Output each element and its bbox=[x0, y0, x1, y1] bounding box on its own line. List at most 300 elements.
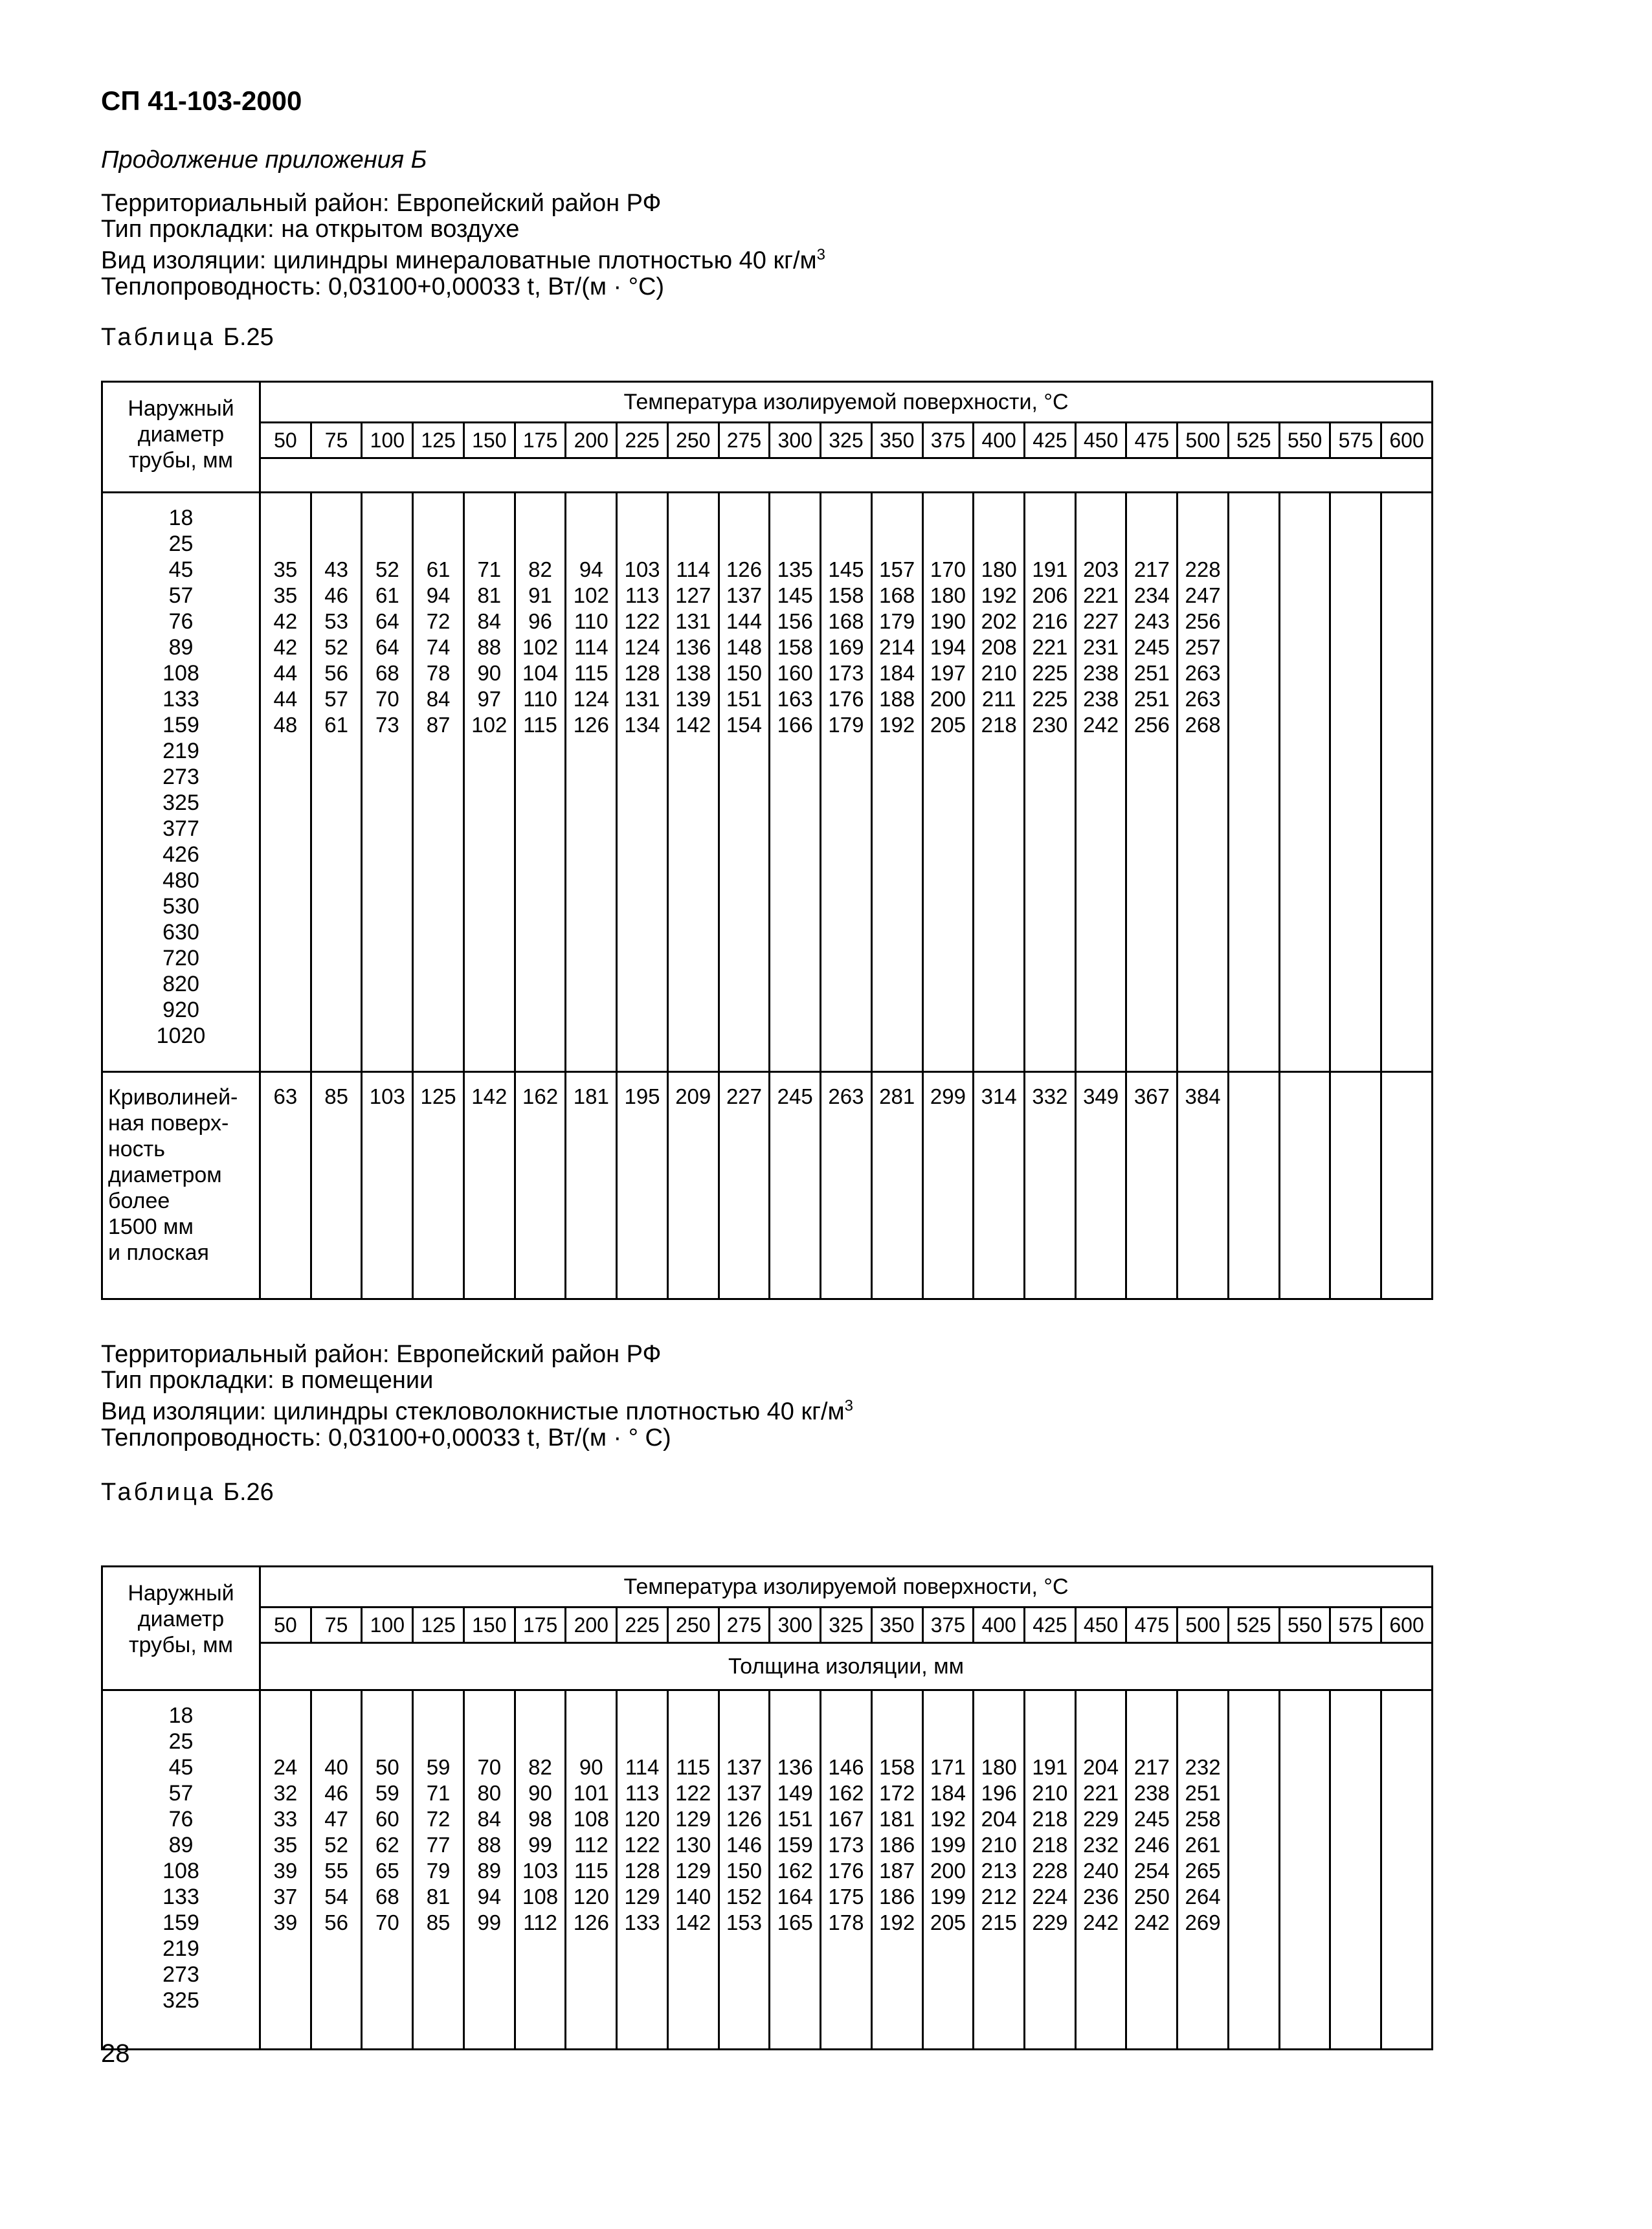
thickness-value bbox=[1280, 945, 1330, 971]
thickness-value: 84 bbox=[477, 1807, 502, 1831]
thickness-value bbox=[363, 1962, 412, 1988]
temperature-column-header: 400 bbox=[974, 1607, 1025, 1643]
thickness-value bbox=[261, 1936, 310, 1962]
thickness-value: 192 bbox=[981, 583, 1017, 607]
thickness-value bbox=[1280, 997, 1330, 1023]
temperature-column-values bbox=[362, 493, 413, 1072]
thickness-value bbox=[720, 1936, 769, 1962]
thickness-value bbox=[1077, 764, 1126, 790]
thickness-value bbox=[1127, 842, 1176, 868]
thickness-value bbox=[720, 1988, 769, 2013]
thickness-value bbox=[1229, 1780, 1278, 1806]
temperature-column-values bbox=[260, 493, 311, 1072]
thickness-value: 137 bbox=[726, 1781, 762, 1805]
temperature-column-values bbox=[1228, 1690, 1279, 2050]
thickness-value bbox=[821, 1023, 871, 1049]
thickness-value bbox=[363, 738, 412, 764]
thickness-value: 44 bbox=[273, 687, 298, 711]
thickness-value bbox=[1229, 660, 1278, 686]
thickness-value bbox=[516, 1703, 565, 1729]
thickness-value: 148 bbox=[726, 635, 762, 659]
temperature-column-header: 300 bbox=[770, 423, 821, 458]
thickness-value bbox=[1382, 1703, 1431, 1729]
thickness-value bbox=[873, 790, 922, 816]
thickness-value: 180 bbox=[981, 557, 1017, 581]
thickness-value: 162 bbox=[777, 1859, 813, 1883]
thickness-value bbox=[566, 997, 616, 1023]
thickness-value: 227 bbox=[1083, 609, 1119, 633]
diameter-value: 219 bbox=[162, 1936, 199, 1961]
thickness-value: 224 bbox=[1032, 1885, 1068, 1909]
thickness-value bbox=[1178, 1962, 1227, 1988]
thickness-value bbox=[1077, 893, 1126, 919]
thickness-value: 246 bbox=[1133, 1833, 1170, 1857]
thickness-value bbox=[261, 1962, 310, 1988]
temperature-column-header: 500 bbox=[1178, 423, 1229, 458]
thickness-value: 264 bbox=[1185, 1885, 1221, 1909]
thickness-value: 70 bbox=[375, 1910, 399, 1934]
thickness-value: 214 bbox=[879, 635, 915, 659]
thickness-value bbox=[414, 1703, 463, 1729]
temperature-column-header: 150 bbox=[463, 423, 515, 458]
thickness-value bbox=[974, 842, 1023, 868]
thickness-value bbox=[1127, 868, 1176, 893]
thickness-value: 242 bbox=[1133, 1910, 1170, 1934]
thickness-value: 138 bbox=[675, 661, 711, 685]
thickness-value bbox=[312, 893, 361, 919]
thickness-value bbox=[1382, 1910, 1431, 1936]
thickness-value bbox=[516, 1729, 565, 1754]
thickness-value: 78 bbox=[426, 661, 451, 685]
thickness-value bbox=[1331, 764, 1380, 790]
thickness-value: 211 bbox=[981, 687, 1016, 711]
thickness-value bbox=[1178, 764, 1227, 790]
thickness-value: 213 bbox=[981, 1859, 1017, 1883]
thickness-value bbox=[821, 971, 871, 997]
thickness-value bbox=[924, 1729, 973, 1754]
thickness-value bbox=[261, 1729, 310, 1754]
thickness-value bbox=[720, 842, 769, 868]
temperature-column-values bbox=[770, 493, 821, 1072]
thickness-value bbox=[1229, 738, 1278, 764]
thickness-value bbox=[924, 1936, 973, 1962]
thickness-value: 124 bbox=[624, 635, 660, 659]
thickness-value: 124 bbox=[573, 687, 609, 711]
thickness-value: 108 bbox=[573, 1807, 609, 1831]
thickness-value: 46 bbox=[324, 1781, 348, 1805]
thickness-value bbox=[1025, 738, 1075, 764]
thickness-value bbox=[618, 842, 667, 868]
laying-line: Тип прокладки: на открытом воздухе bbox=[101, 216, 520, 243]
thickness-value bbox=[924, 868, 973, 893]
thickness-value bbox=[974, 790, 1023, 816]
thickness-value bbox=[363, 997, 412, 1023]
thickness-value bbox=[261, 1988, 310, 2013]
thickness-value bbox=[1280, 1754, 1330, 1780]
temperature-column-values bbox=[871, 1690, 922, 2050]
temperature-column-values bbox=[719, 1690, 770, 2050]
thickness-value bbox=[1025, 868, 1075, 893]
table-row bbox=[102, 493, 1433, 1072]
thickness-value bbox=[924, 919, 973, 945]
flat-surface-value: 181 bbox=[566, 1072, 617, 1299]
thickness-value bbox=[669, 868, 718, 893]
thickness-value: 164 bbox=[777, 1885, 813, 1909]
thickness-value bbox=[1382, 1988, 1431, 2013]
flat-surface-value: 367 bbox=[1126, 1072, 1178, 1299]
temperature-column-header: 300 bbox=[770, 1607, 821, 1643]
thickness-value bbox=[821, 919, 871, 945]
thickness-value bbox=[924, 893, 973, 919]
thickness-value bbox=[770, 945, 820, 971]
flat-surface-label-line: Криволиней- bbox=[108, 1085, 238, 1110]
thickness-value: 229 bbox=[1032, 1910, 1068, 1934]
temperature-column-header: 325 bbox=[821, 423, 872, 458]
thickness-value: 170 bbox=[930, 557, 966, 581]
thickness-value bbox=[1229, 609, 1278, 634]
thickness-value bbox=[1127, 1962, 1176, 1988]
thickness-value bbox=[720, 971, 769, 997]
thickness-value bbox=[1280, 919, 1330, 945]
section-1-meta bbox=[101, 190, 825, 300]
thickness-value bbox=[720, 764, 769, 790]
thickness-value bbox=[312, 1936, 361, 1962]
thickness-value bbox=[720, 1729, 769, 1754]
thickness-value bbox=[566, 1962, 616, 1988]
temperature-column-header: 275 bbox=[719, 423, 770, 458]
thickness-value: 228 bbox=[1032, 1859, 1068, 1883]
thickness-value bbox=[873, 531, 922, 557]
thickness-value: 137 bbox=[726, 1755, 762, 1779]
thickness-value: 70 bbox=[375, 687, 399, 711]
temperature-column-values bbox=[1025, 1690, 1076, 2050]
thickness-value bbox=[363, 1703, 412, 1729]
thickness-value: 115 bbox=[574, 661, 608, 685]
thickness-value bbox=[1331, 790, 1380, 816]
table-label-b25: Таблица Б.25 bbox=[101, 324, 274, 351]
thickness-value: 128 bbox=[624, 661, 660, 685]
thickness-value bbox=[1280, 583, 1330, 609]
thickness-value bbox=[566, 505, 616, 531]
thickness-value: 154 bbox=[726, 713, 762, 737]
thickness-value bbox=[465, 945, 514, 971]
thickness-value: 131 bbox=[624, 687, 660, 711]
thickness-value bbox=[312, 1962, 361, 1988]
thickness-value: 54 bbox=[324, 1885, 348, 1909]
thickness-value bbox=[1077, 919, 1126, 945]
thickness-value bbox=[1025, 1936, 1075, 1962]
thickness-value bbox=[974, 919, 1023, 945]
thickness-value: 122 bbox=[624, 609, 660, 633]
thickness-value bbox=[1382, 1832, 1431, 1858]
thickness-value: 71 bbox=[426, 1781, 451, 1805]
thickness-value bbox=[1025, 1988, 1075, 2013]
thickness-value bbox=[1077, 790, 1126, 816]
flat-surface-label-line: 1500 мм bbox=[108, 1215, 194, 1239]
thickness-value bbox=[1229, 712, 1278, 738]
thickness-value bbox=[1280, 686, 1330, 712]
thickness-value bbox=[312, 738, 361, 764]
thickness-value bbox=[1178, 1936, 1227, 1962]
thickness-value bbox=[261, 790, 310, 816]
thickness-value: 96 bbox=[528, 609, 552, 633]
thickness-value: 179 bbox=[879, 609, 915, 633]
thickness-value bbox=[1127, 1729, 1176, 1754]
temperature-column-header: 400 bbox=[974, 423, 1025, 458]
flat-surface-value: 103 bbox=[362, 1072, 413, 1299]
flat-surface-value: 263 bbox=[821, 1072, 872, 1299]
thickness-value bbox=[1025, 764, 1075, 790]
thickness-value: 56 bbox=[324, 661, 348, 685]
thickness-value: 179 bbox=[828, 713, 864, 737]
thickness-value bbox=[1331, 868, 1380, 893]
thickness-value: 84 bbox=[426, 687, 451, 711]
thickness-value bbox=[924, 816, 973, 842]
thickness-value: 256 bbox=[1133, 713, 1170, 737]
thickness-value bbox=[1178, 842, 1227, 868]
flat-surface-value bbox=[1330, 1072, 1381, 1299]
thickness-value: 173 bbox=[828, 1833, 864, 1857]
thickness-value: 113 bbox=[625, 583, 660, 607]
thickness-value bbox=[618, 868, 667, 893]
thickness-value bbox=[974, 531, 1023, 557]
thickness-value bbox=[1077, 997, 1126, 1023]
thickness-value bbox=[1280, 1780, 1330, 1806]
thickness-value bbox=[1331, 1703, 1380, 1729]
temperature-column-values bbox=[821, 1690, 872, 2050]
thickness-value bbox=[261, 764, 310, 790]
thickness-value bbox=[465, 1703, 514, 1729]
thickness-value: 210 bbox=[981, 1833, 1017, 1857]
thickness-value bbox=[1127, 1023, 1176, 1049]
diameter-value: 530 bbox=[162, 894, 199, 919]
thickness-value bbox=[1280, 1858, 1330, 1884]
thickness-value: 64 bbox=[375, 635, 399, 659]
temperature-column-values bbox=[974, 493, 1025, 1072]
thickness-value bbox=[1382, 660, 1431, 686]
thickness-value: 99 bbox=[477, 1910, 502, 1934]
thickness-value bbox=[974, 764, 1023, 790]
thickness-value bbox=[1331, 816, 1380, 842]
thickness-value bbox=[618, 945, 667, 971]
thickness-value bbox=[1127, 997, 1176, 1023]
thickness-value bbox=[770, 971, 820, 997]
thickness-value bbox=[1178, 868, 1227, 893]
diameter-header: Наружный диаметр трубы, мм bbox=[102, 1567, 260, 1690]
thickness-value: 104 bbox=[522, 661, 559, 685]
thickness-value bbox=[1331, 660, 1380, 686]
thickness-value bbox=[821, 738, 871, 764]
thickness-value: 53 bbox=[324, 609, 348, 633]
flat-surface-label-line: ная поверх- bbox=[108, 1111, 229, 1136]
temperature-column-header: 550 bbox=[1279, 1607, 1330, 1643]
temperature-column-values bbox=[413, 493, 464, 1072]
thickness-value bbox=[974, 738, 1023, 764]
temperature-header: Температура изолируемой поверхности, °С bbox=[260, 1567, 1433, 1607]
thickness-value bbox=[1229, 1754, 1278, 1780]
thickness-value bbox=[873, 1988, 922, 2013]
temperature-column-header: 250 bbox=[667, 1607, 719, 1643]
thickness-value: 129 bbox=[624, 1885, 660, 1909]
thickness-value bbox=[1280, 764, 1330, 790]
thickness-value: 94 bbox=[579, 557, 603, 581]
thickness-value: 81 bbox=[477, 583, 502, 607]
thickness-value: 269 bbox=[1185, 1910, 1221, 1934]
thickness-value bbox=[821, 1988, 871, 2013]
flat-surface-value: 314 bbox=[974, 1072, 1025, 1299]
thickness-value: 180 bbox=[981, 1755, 1017, 1779]
temperature-column-values bbox=[821, 493, 872, 1072]
thickness-value bbox=[1280, 842, 1330, 868]
thickness-value bbox=[1077, 505, 1126, 531]
thickness-subheader: Толщина изоляции, мм bbox=[260, 1643, 1433, 1690]
thickness-value bbox=[669, 893, 718, 919]
flat-surface-value: 63 bbox=[260, 1072, 311, 1299]
thickness-value bbox=[261, 997, 310, 1023]
thickness-value: 35 bbox=[273, 583, 298, 607]
thickness-value: 129 bbox=[675, 1807, 711, 1831]
thickness-value bbox=[720, 790, 769, 816]
thickness-value bbox=[618, 997, 667, 1023]
thickness-value bbox=[720, 919, 769, 945]
thickness-value: 114 bbox=[574, 635, 608, 659]
thickness-value bbox=[1382, 764, 1431, 790]
thickness-value: 126 bbox=[573, 1910, 609, 1934]
thickness-value bbox=[770, 1023, 820, 1049]
thickness-value bbox=[618, 505, 667, 531]
thickness-value: 178 bbox=[828, 1910, 864, 1934]
thickness-value: 200 bbox=[930, 1859, 966, 1883]
thickness-value: 127 bbox=[675, 583, 711, 607]
thickness-value bbox=[261, 738, 310, 764]
thickness-value: 149 bbox=[777, 1781, 813, 1805]
thickness-value bbox=[1025, 919, 1075, 945]
thickness-value: 238 bbox=[1083, 661, 1119, 685]
temperature-column-values bbox=[922, 1690, 974, 2050]
thickness-value bbox=[1280, 1806, 1330, 1832]
thickness-value: 59 bbox=[375, 1781, 399, 1805]
thickness-value bbox=[618, 790, 667, 816]
thickness-value: 101 bbox=[573, 1781, 609, 1805]
thickness-value: 114 bbox=[625, 1755, 660, 1779]
thickness-value bbox=[516, 790, 565, 816]
thickness-value bbox=[1331, 557, 1380, 583]
thickness-value bbox=[770, 1962, 820, 1988]
thickness-value bbox=[312, 764, 361, 790]
thickness-value bbox=[618, 971, 667, 997]
thickness-value: 190 bbox=[930, 609, 966, 633]
thickness-value: 192 bbox=[930, 1807, 966, 1831]
thickness-value bbox=[363, 842, 412, 868]
thickness-value bbox=[363, 790, 412, 816]
temperature-column-header: 225 bbox=[617, 1607, 668, 1643]
thickness-value: 240 bbox=[1083, 1859, 1119, 1883]
thickness-value: 115 bbox=[523, 713, 557, 737]
thickness-value bbox=[1229, 557, 1278, 583]
thickness-value: 221 bbox=[1083, 583, 1119, 607]
thickness-value: 162 bbox=[828, 1781, 864, 1805]
thickness-value bbox=[720, 1962, 769, 1988]
diameter-value: 480 bbox=[162, 868, 199, 893]
thickness-value bbox=[1025, 893, 1075, 919]
thickness-value: 139 bbox=[675, 687, 711, 711]
thickness-value bbox=[821, 893, 871, 919]
thickness-value: 46 bbox=[324, 583, 348, 607]
temperature-column-header: 100 bbox=[362, 423, 413, 458]
thickness-value: 251 bbox=[1185, 1781, 1221, 1805]
thickness-value: 133 bbox=[624, 1910, 660, 1934]
flat-surface-value bbox=[1279, 1072, 1330, 1299]
thickness-value: 97 bbox=[477, 687, 502, 711]
thickness-value bbox=[821, 505, 871, 531]
thickness-value: 120 bbox=[573, 1885, 609, 1909]
thickness-value bbox=[312, 816, 361, 842]
thickness-value: 186 bbox=[879, 1833, 915, 1857]
temperature-column-header: 425 bbox=[1025, 1607, 1076, 1643]
thickness-value bbox=[566, 1703, 616, 1729]
thickness-value bbox=[1382, 1858, 1431, 1884]
thickness-value bbox=[1229, 1858, 1278, 1884]
thickness-value bbox=[1178, 1703, 1227, 1729]
thickness-value: 200 bbox=[930, 687, 966, 711]
thickness-value: 261 bbox=[1185, 1833, 1221, 1857]
thickness-value bbox=[1229, 531, 1278, 557]
diameter-value: 325 bbox=[162, 790, 199, 815]
temperature-column-values bbox=[1279, 493, 1330, 1072]
thickness-value bbox=[363, 893, 412, 919]
temperature-column-header: 600 bbox=[1381, 1607, 1433, 1643]
temperature-column-values bbox=[1330, 1690, 1381, 2050]
thickness-value bbox=[1025, 1023, 1075, 1049]
thickness-value bbox=[669, 1729, 718, 1754]
thickness-value bbox=[1280, 738, 1330, 764]
temperature-column-values bbox=[1126, 493, 1178, 1072]
thickness-value bbox=[1280, 1910, 1330, 1936]
thickness-value: 257 bbox=[1185, 635, 1221, 659]
thickness-value bbox=[566, 1023, 616, 1049]
thickness-value: 55 bbox=[324, 1859, 348, 1883]
thickness-value bbox=[261, 531, 310, 557]
diameter-value: 377 bbox=[162, 816, 199, 841]
temperature-column-values bbox=[1178, 493, 1229, 1072]
thickness-value bbox=[1280, 816, 1330, 842]
continuation-caption: Продолжение приложения Б bbox=[101, 146, 427, 174]
conductivity-line: Теплопроводность: 0,03100+0,00033 t, Вт/(м · ° С) bbox=[101, 1424, 671, 1451]
thickness-value: 231 bbox=[1083, 635, 1119, 659]
thickness-value bbox=[1178, 919, 1227, 945]
thickness-value: 265 bbox=[1185, 1859, 1221, 1883]
temperature-column-values bbox=[566, 493, 617, 1072]
thickness-value bbox=[1077, 1962, 1126, 1988]
flat-surface-label-line: ность bbox=[108, 1137, 165, 1161]
thickness-value bbox=[566, 971, 616, 997]
thickness-value: 205 bbox=[930, 713, 966, 737]
thickness-value bbox=[1382, 738, 1431, 764]
thickness-value bbox=[465, 971, 514, 997]
thickness-value bbox=[1382, 583, 1431, 609]
thickness-value bbox=[669, 738, 718, 764]
temperature-column-values bbox=[566, 1690, 617, 2050]
thickness-value bbox=[1025, 1962, 1075, 1988]
thickness-value: 91 bbox=[528, 583, 552, 607]
thickness-value bbox=[516, 505, 565, 531]
thickness-value bbox=[770, 1936, 820, 1962]
temperature-column-header: 575 bbox=[1330, 1607, 1381, 1643]
thickness-value bbox=[414, 738, 463, 764]
thickness-value bbox=[924, 738, 973, 764]
thickness-value bbox=[821, 1703, 871, 1729]
thickness-value bbox=[1077, 738, 1126, 764]
